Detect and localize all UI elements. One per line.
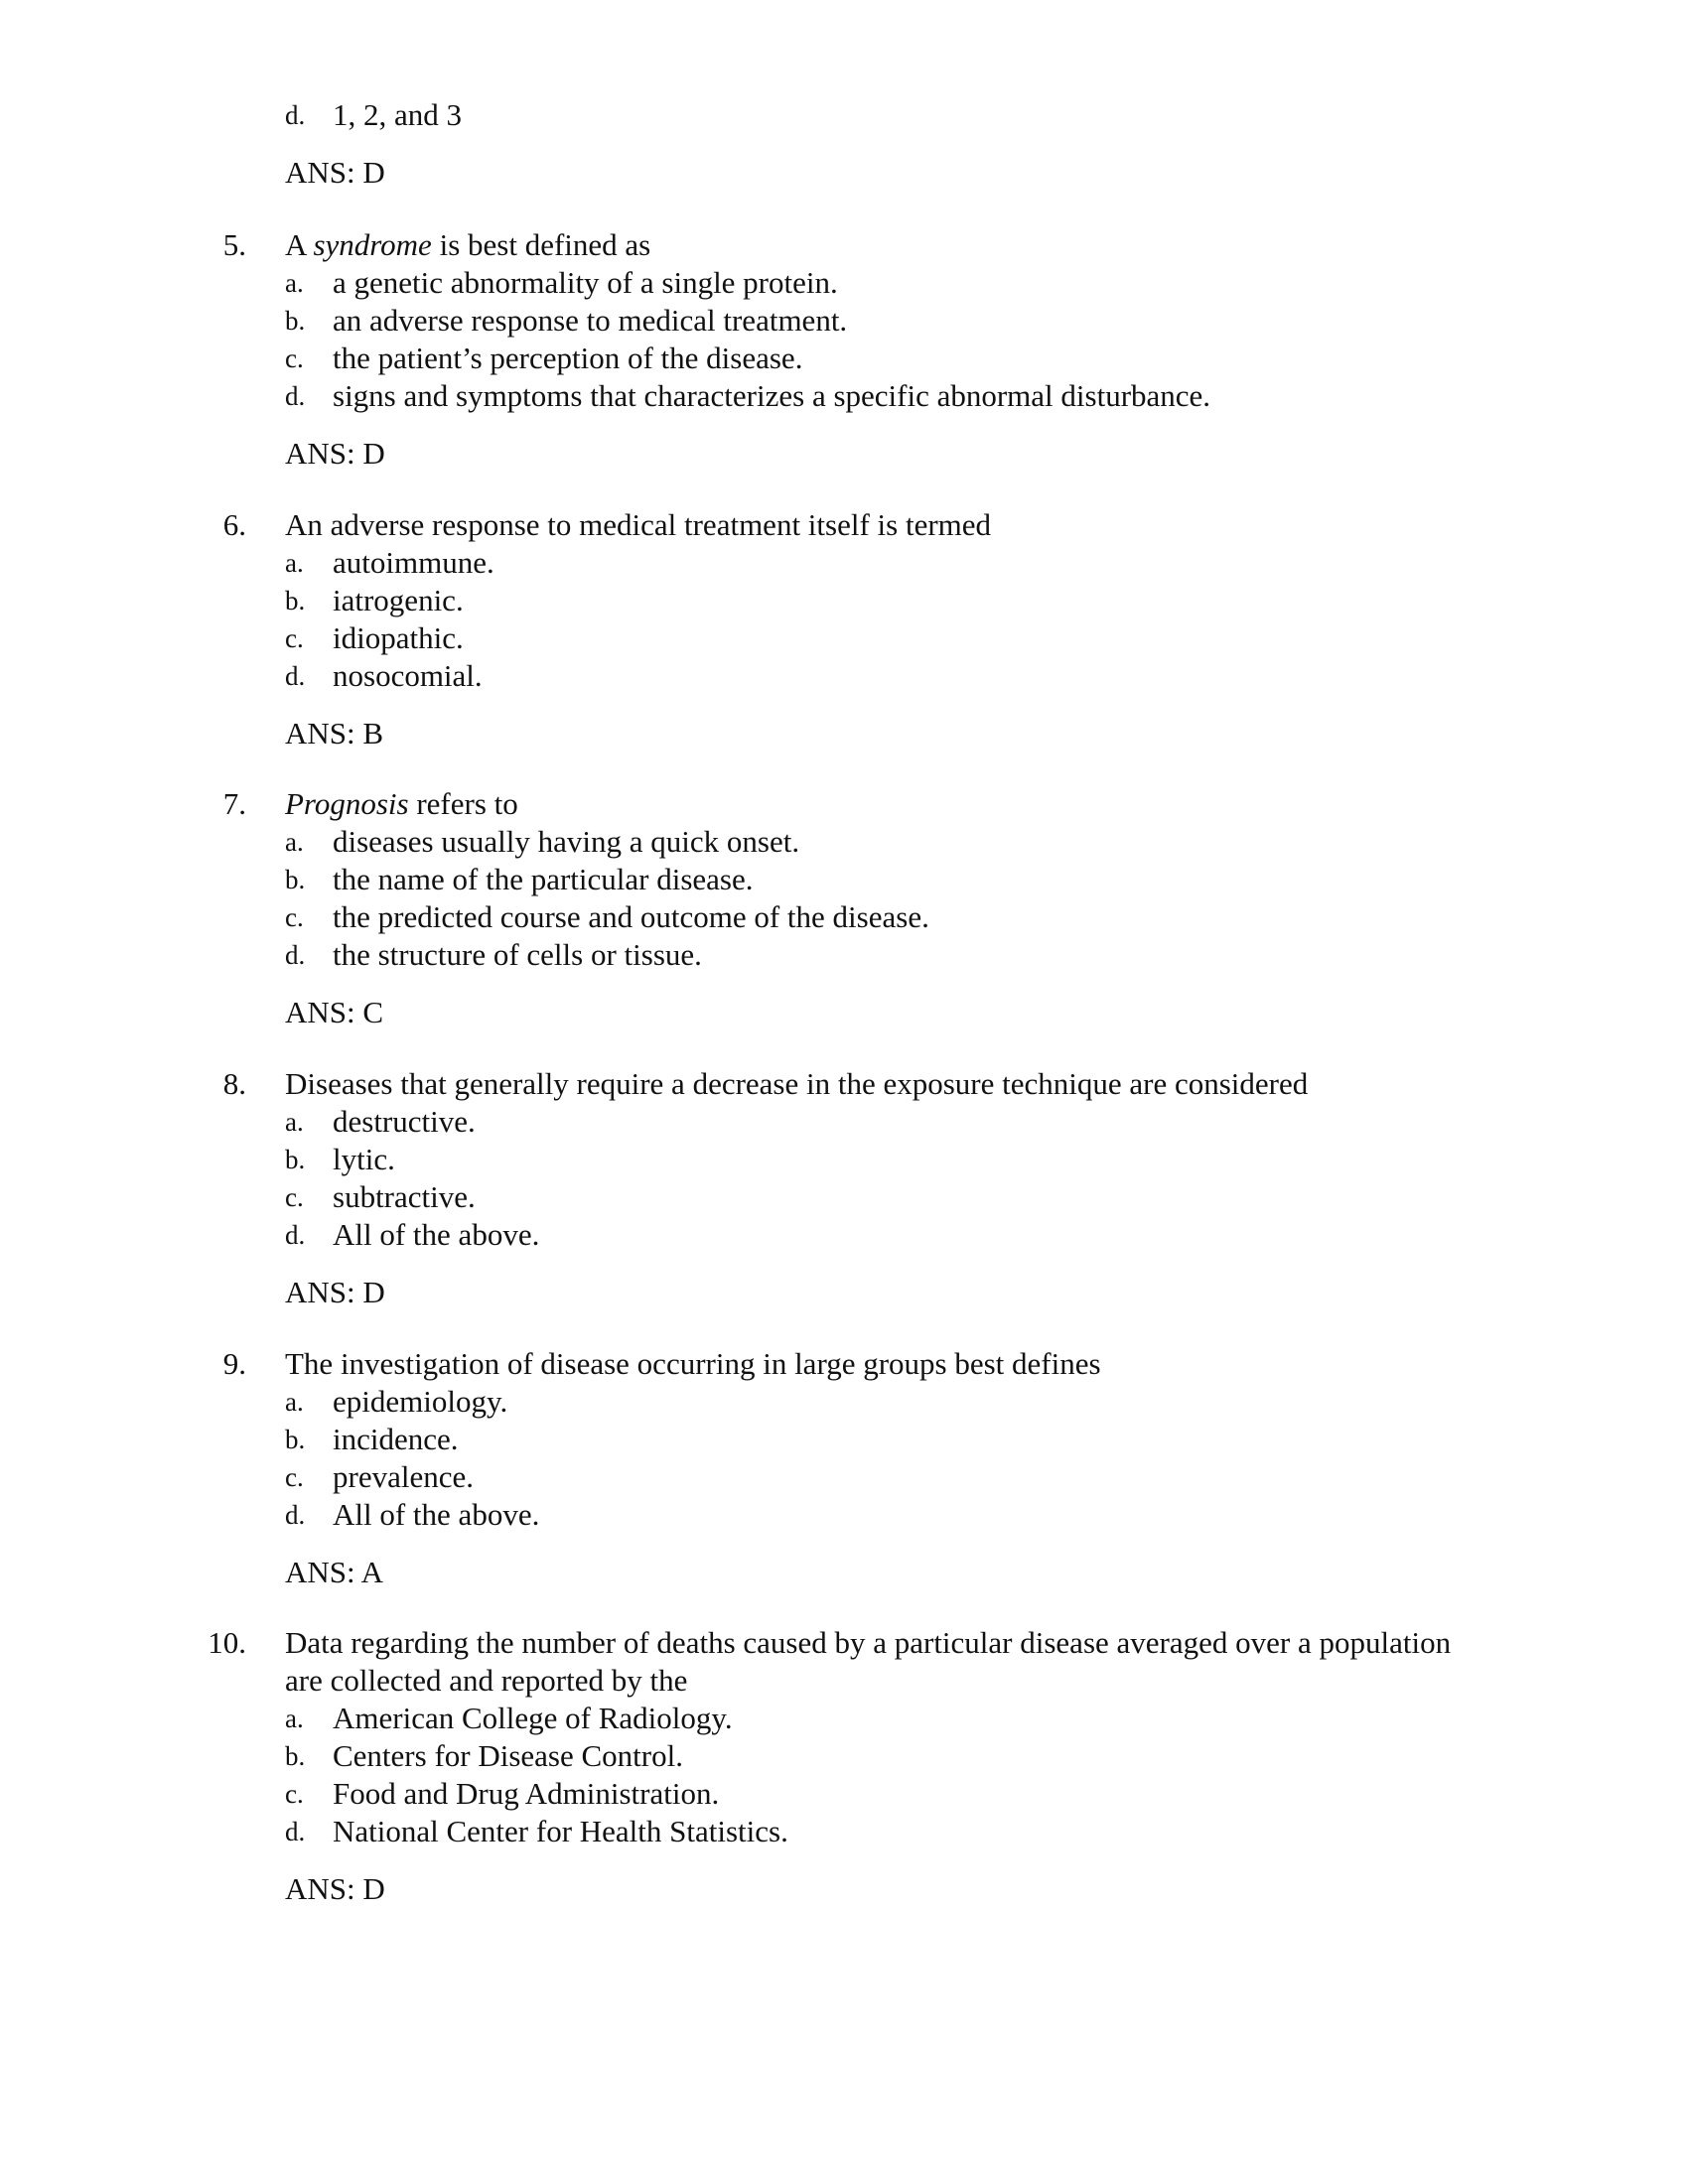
option-letter: a. [285, 268, 304, 298]
question-number: 6. [222, 507, 246, 542]
answer-line: ANS: A [285, 1555, 384, 1589]
option-letter: b. [285, 1145, 306, 1174]
option-letter: a. [285, 1107, 304, 1137]
option-text: All of the above. [333, 1217, 540, 1252]
stem-term: Prognosis [285, 786, 409, 821]
option-letter: d. [285, 1817, 306, 1846]
option-text: idiopathic. [333, 620, 464, 655]
option-letter: d. [285, 940, 306, 970]
option-letter: b. [285, 586, 306, 615]
question-number: 5. [222, 227, 246, 262]
question-stem: Data regarding the number of deaths caused by a particular disease averaged over a population [285, 1625, 1452, 1660]
stem-text: is best defined as [431, 227, 651, 262]
answer-line: ANS: D [285, 155, 385, 190]
answer-line: ANS: C [285, 995, 384, 1029]
option-letter: d. [285, 381, 306, 411]
option-text: the predicted course and outcome of the disease. [333, 899, 929, 934]
option-text: the structure of cells or tissue. [333, 937, 702, 972]
option-text: All of the above. [333, 1497, 540, 1532]
option-letter: a. [285, 548, 304, 578]
option-letter: a. [285, 1704, 304, 1733]
question-number: 9. [222, 1346, 246, 1381]
answer-line: ANS: D [285, 436, 385, 471]
stem-text: refers to [408, 786, 518, 821]
option-text: the name of the particular disease. [333, 862, 754, 896]
option-text: the patient’s perception of the disease. [333, 341, 803, 375]
question-stem: Diseases that generally require a decrease in the exposure technique are considered [285, 1066, 1309, 1101]
option-letter: a. [285, 1387, 304, 1417]
stem-text: A [285, 227, 314, 262]
option-text: lytic. [333, 1142, 395, 1176]
question-number: 7. [222, 786, 246, 821]
answer-line: ANS: B [285, 716, 384, 751]
option-text: destructive. [333, 1104, 476, 1139]
question-number: 8. [222, 1066, 246, 1101]
option-letter: a. [285, 827, 304, 857]
option-letter: c. [285, 1779, 304, 1809]
option-letter: d. [285, 1500, 306, 1530]
question-stem: The investigation of disease occurring in large groups best defines [285, 1346, 1101, 1381]
question-stem [285, 226, 650, 264]
option-text: iatrogenic. [333, 583, 464, 617]
option-text: nosocomial. [333, 658, 483, 693]
option-letter: c. [285, 1462, 304, 1492]
option-letter: b. [285, 865, 306, 894]
option-letter: b. [285, 1425, 306, 1454]
option-text: a genetic abnormality of a single protein. [333, 265, 838, 300]
option-text: incidence. [333, 1422, 459, 1456]
option-text: American College of Radiology. [333, 1701, 733, 1735]
option-letter: c. [285, 902, 304, 932]
option-text: Centers for Disease Control. [333, 1738, 683, 1773]
option-text: signs and symptoms that characterizes a specific abnormal disturbance. [333, 378, 1211, 413]
option-text: 1, 2, and 3 [333, 97, 463, 132]
question-stem [285, 785, 518, 823]
option-letter: c. [285, 343, 304, 373]
option-text: National Center for Health Statistics. [333, 1814, 788, 1848]
option-letter: b. [285, 1741, 306, 1771]
stem-term: syndrome [313, 227, 432, 262]
option-text: epidemiology. [333, 1384, 508, 1419]
option-letter: c. [285, 1182, 304, 1212]
option-letter: d. [285, 661, 306, 691]
option-text: subtractive. [333, 1179, 476, 1214]
option-text: prevalence. [333, 1459, 474, 1494]
question-number: 10. [208, 1625, 246, 1660]
option-letter: b. [285, 306, 306, 336]
answer-line: ANS: D [285, 1275, 385, 1309]
option-letter: c. [285, 623, 304, 653]
question-stem: An adverse response to medical treatment itself is termed [285, 507, 992, 542]
option-text: Food and Drug Administration. [333, 1776, 720, 1811]
option-text: diseases usually having a quick onset. [333, 824, 800, 859]
option-letter: d. [285, 100, 306, 130]
option-text: autoimmune. [333, 545, 494, 580]
option-letter: d. [285, 1220, 306, 1250]
question-stem-continued: are collected and reported by the [285, 1663, 688, 1698]
option-text: an adverse response to medical treatment. [333, 303, 848, 338]
answer-line: ANS: D [285, 1871, 385, 1906]
